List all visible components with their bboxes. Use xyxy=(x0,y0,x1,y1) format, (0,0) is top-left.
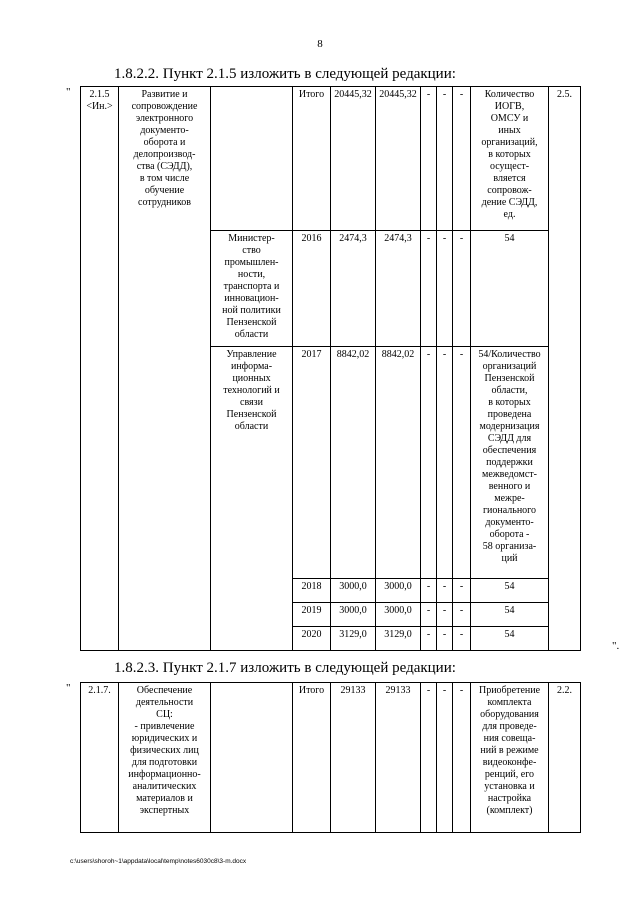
dash-cell: - xyxy=(437,683,453,833)
section-heading-2-1-5: 1.8.2.2. Пункт 2.1.5 изложить в следующей редакции: xyxy=(114,66,456,82)
dash-cell: - xyxy=(437,603,453,627)
dash-cell: - xyxy=(437,347,453,579)
indicator-cell: 54 xyxy=(471,579,549,603)
indicator-cell: 54 xyxy=(471,627,549,651)
dash-cell: - xyxy=(453,87,471,231)
dash-cell: - xyxy=(421,603,437,627)
close-quote: ". xyxy=(612,640,620,652)
executor-cell: Министер- ство промышлен- ности, транспорта и инновацион- ной политики Пензенской области xyxy=(211,231,293,347)
year-cell: 2020 xyxy=(293,627,331,651)
item-number: 2.1.5 <Ин.> xyxy=(81,87,119,651)
indicator-cell: 54/Количество организаций Пензенской области, в которых проведена модернизация СЭДД для обеспечения поддержки межведомст- венного и межре- гионального документо- оборота - 58 организа- ций xyxy=(471,347,549,579)
dash-cell: - xyxy=(453,231,471,347)
item-name: Развитие и сопровождение электронного документо- оборота и делопроизвод- ства (СЭДД), в том числе обучение сотрудников xyxy=(119,87,211,651)
total-cell: 3000,0 xyxy=(331,579,376,603)
total-cell: 3000,0 xyxy=(331,603,376,627)
item-name: Обеспечение деятельности СЦ: - привлечение юридических и физических лиц для подготовки информационно- аналитических материалов и экспертных xyxy=(119,683,211,833)
item-executor xyxy=(211,683,293,833)
dash-cell: - xyxy=(421,627,437,651)
dash-cell: - xyxy=(421,87,437,231)
table-row xyxy=(81,683,581,833)
total-cell: 8842,02 xyxy=(331,347,376,579)
reference-cell: 2.5. xyxy=(549,87,581,651)
budget-cell: 29133 xyxy=(376,683,421,833)
table-item-2-1-5 xyxy=(80,86,581,651)
year-cell: 2019 xyxy=(293,603,331,627)
indicator-cell: Количество ИОГВ, ОМСУ и иных организаций, в которых осущест- вляется сопровож- дение СЭДД, ед. xyxy=(471,87,549,231)
year-cell: 2016 xyxy=(293,231,331,347)
dash-cell: - xyxy=(437,579,453,603)
total-cell: 2474,3 xyxy=(331,231,376,347)
budget-cell: 2474,3 xyxy=(376,231,421,347)
dash-cell: - xyxy=(453,683,471,833)
total-cell: 20445,32 xyxy=(331,87,376,231)
dash-cell: - xyxy=(437,231,453,347)
total-cell: 3129,0 xyxy=(331,627,376,651)
dash-cell: - xyxy=(437,87,453,231)
year-cell: Итого xyxy=(293,683,331,833)
file-path-footer: c:\users\shoroh~1\appdata\local\temp\notes6030c8\3-m.docx xyxy=(70,858,247,865)
budget-cell: 3000,0 xyxy=(376,579,421,603)
year-cell: 2017 xyxy=(293,347,331,579)
dash-cell: - xyxy=(453,579,471,603)
dash-cell: - xyxy=(421,347,437,579)
total-cell: 29133 xyxy=(331,683,376,833)
page-number: 8 xyxy=(317,38,323,50)
section-heading-2-1-7: 1.8.2.3. Пункт 2.1.7 изложить в следующей редакции: xyxy=(114,660,456,676)
budget-cell: 8842,02 xyxy=(376,347,421,579)
table-item-2-1-7 xyxy=(80,682,581,833)
executor-cell: Управление информа- ционных технологий и связи Пензенской области xyxy=(211,347,293,651)
dash-cell: - xyxy=(453,603,471,627)
year-cell: 2018 xyxy=(293,579,331,603)
dash-cell: - xyxy=(421,579,437,603)
year-cell: Итого xyxy=(293,87,331,231)
item-number: 2.1.7. xyxy=(81,683,119,833)
indicator-cell: Приобретение комплекта оборудования для проведе- ния совеща- ний в режиме видеоконфе- ренций, его установка и настройка (комплект) xyxy=(471,683,549,833)
item-executor xyxy=(211,87,293,231)
dash-cell: - xyxy=(421,683,437,833)
table-row xyxy=(81,87,581,231)
dash-cell: - xyxy=(437,627,453,651)
dash-cell: - xyxy=(421,231,437,347)
dash-cell: - xyxy=(453,627,471,651)
budget-cell: 3129,0 xyxy=(376,627,421,651)
indicator-cell: 54 xyxy=(471,603,549,627)
dash-cell: - xyxy=(453,347,471,579)
open-quote: " xyxy=(66,86,71,98)
budget-cell: 3000,0 xyxy=(376,603,421,627)
open-quote: " xyxy=(66,682,71,694)
indicator-cell: 54 xyxy=(471,231,549,347)
reference-cell: 2.2. xyxy=(549,683,581,833)
budget-cell: 20445,32 xyxy=(376,87,421,231)
